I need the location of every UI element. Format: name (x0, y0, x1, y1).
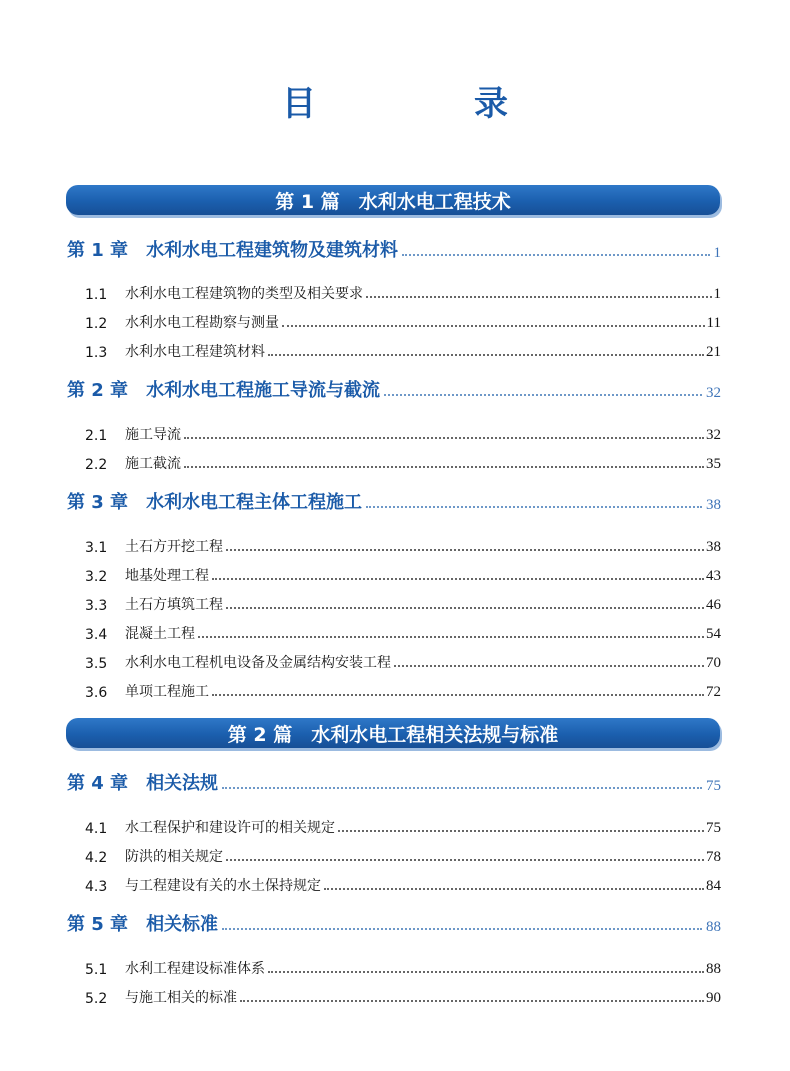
section-page: 38 (706, 539, 721, 555)
section-title: 单项工程施工 (125, 684, 209, 700)
section-page: 11 (706, 315, 721, 331)
section-number: 4.3 (85, 879, 108, 895)
dot-leader (222, 928, 702, 930)
dot-leader (268, 354, 704, 356)
chapter-page: 1 (713, 245, 721, 261)
toc-chapter-1[interactable] (67, 238, 721, 262)
section-number: 5.2 (85, 991, 108, 1007)
dot-leader (366, 506, 702, 508)
section-title: 水利水电工程机电设备及金属结构安装工程 (125, 655, 391, 671)
chapter-number: 第 4 章 (67, 773, 129, 794)
section-number: 4.2 (85, 850, 108, 866)
section-title: 水利水电工程建筑材料 (125, 344, 265, 360)
chapter-number: 第 3 章 (67, 492, 129, 513)
section-page: 43 (706, 568, 721, 584)
section-number: 2.2 (85, 457, 108, 473)
chapter-title: 水利水电工程建筑物及建筑材料 (146, 240, 399, 261)
section-title: 水利水电工程勘察与测量 (125, 315, 279, 331)
toc-section-1-1[interactable] (85, 279, 721, 303)
dot-leader (226, 607, 704, 609)
section-number: 3.3 (85, 598, 108, 614)
dot-leader (198, 636, 704, 638)
toc-section-1-2[interactable] (85, 308, 721, 332)
chapter-page: 32 (706, 385, 721, 401)
section-page: 75 (706, 820, 721, 836)
dot-leader (184, 466, 704, 468)
section-number: 3.1 (85, 540, 108, 556)
section-page: 32 (706, 427, 721, 443)
toc-section-4-3[interactable] (85, 871, 721, 895)
part-banner-1: 第 1 篇 水利水电工程技术 (66, 185, 720, 215)
section-page: 21 (706, 344, 721, 360)
dot-leader (402, 254, 709, 256)
section-page: 88 (706, 961, 721, 977)
toc-chapter-5[interactable] (67, 912, 721, 936)
section-number: 1.3 (85, 345, 108, 361)
page-title: 目 录 (282, 84, 570, 124)
toc-section-5-2[interactable] (85, 983, 721, 1007)
chapter-page: 75 (706, 778, 721, 794)
chapter-title: 水利水电工程主体工程施工 (146, 492, 363, 513)
section-page: 54 (706, 626, 721, 642)
section-title: 与工程建设有关的水土保持规定 (125, 878, 321, 894)
section-title: 施工截流 (125, 456, 181, 472)
section-title: 施工导流 (125, 427, 181, 443)
dot-leader (282, 325, 705, 327)
dot-leader (384, 394, 702, 396)
toc-chapter-3[interactable] (67, 490, 721, 514)
dot-leader (240, 1000, 704, 1002)
section-page: 1 (713, 286, 721, 302)
section-number: 1.2 (85, 316, 108, 332)
toc-section-3-1[interactable] (85, 532, 721, 556)
chapter-page: 88 (706, 919, 721, 935)
section-page: 70 (706, 655, 721, 671)
section-title: 水工程保护和建设许可的相关规定 (125, 820, 335, 836)
section-number: 2.1 (85, 428, 108, 444)
dot-leader (366, 296, 712, 298)
dot-leader (212, 578, 704, 580)
toc-section-4-2[interactable] (85, 842, 721, 866)
section-title: 防洪的相关规定 (125, 849, 223, 865)
dot-leader (268, 971, 704, 973)
chapter-number: 第 1 章 (67, 240, 129, 261)
toc-section-3-6[interactable] (85, 677, 721, 701)
toc-chapter-4[interactable] (67, 771, 721, 795)
chapter-number: 第 5 章 (67, 914, 129, 935)
section-page: 90 (706, 990, 721, 1006)
dot-leader (338, 830, 704, 832)
dot-leader (226, 859, 704, 861)
section-number: 3.4 (85, 627, 108, 643)
dot-leader (212, 694, 704, 696)
toc-section-4-1[interactable] (85, 813, 721, 837)
toc-section-5-1[interactable] (85, 954, 721, 978)
dot-leader (222, 787, 702, 789)
section-page: 72 (706, 684, 721, 700)
section-title: 与施工相关的标准 (125, 990, 237, 1006)
section-title: 土石方填筑工程 (125, 597, 223, 613)
dot-leader (394, 665, 704, 667)
section-page: 78 (706, 849, 721, 865)
dot-leader (226, 549, 704, 551)
chapter-title: 相关标准 (146, 914, 219, 935)
section-number: 3.5 (85, 656, 108, 672)
part-banner-2: 第 2 篇 水利水电工程相关法规与标准 (66, 718, 720, 748)
chapter-number: 第 2 章 (67, 380, 129, 401)
section-page: 46 (706, 597, 721, 613)
section-number: 1.1 (85, 287, 108, 303)
toc-section-3-5[interactable] (85, 648, 721, 672)
toc-chapter-2[interactable] (67, 378, 721, 402)
section-number: 3.2 (85, 569, 108, 585)
section-title: 水利工程建设标准体系 (125, 961, 265, 977)
chapter-title: 相关法规 (146, 773, 219, 794)
section-page: 35 (706, 456, 721, 472)
section-title: 地基处理工程 (125, 568, 209, 584)
toc-section-3-2[interactable] (85, 561, 721, 585)
section-title: 混凝土工程 (125, 626, 195, 642)
section-number: 5.1 (85, 962, 108, 978)
section-number: 3.6 (85, 685, 108, 701)
dot-leader (184, 437, 704, 439)
section-page: 84 (706, 878, 721, 894)
toc-section-3-4[interactable] (85, 619, 721, 643)
dot-leader (324, 888, 704, 890)
section-title: 水利水电工程建筑物的类型及相关要求 (125, 286, 363, 302)
toc-section-2-1[interactable] (85, 420, 721, 444)
toc-section-3-3[interactable] (85, 590, 721, 614)
section-number: 4.1 (85, 821, 108, 837)
toc-section-1-3[interactable] (85, 337, 721, 361)
chapter-page: 38 (706, 497, 721, 513)
toc-section-2-2[interactable] (85, 449, 721, 473)
section-title: 土石方开挖工程 (125, 539, 223, 555)
chapter-title: 水利水电工程施工导流与截流 (146, 380, 381, 401)
